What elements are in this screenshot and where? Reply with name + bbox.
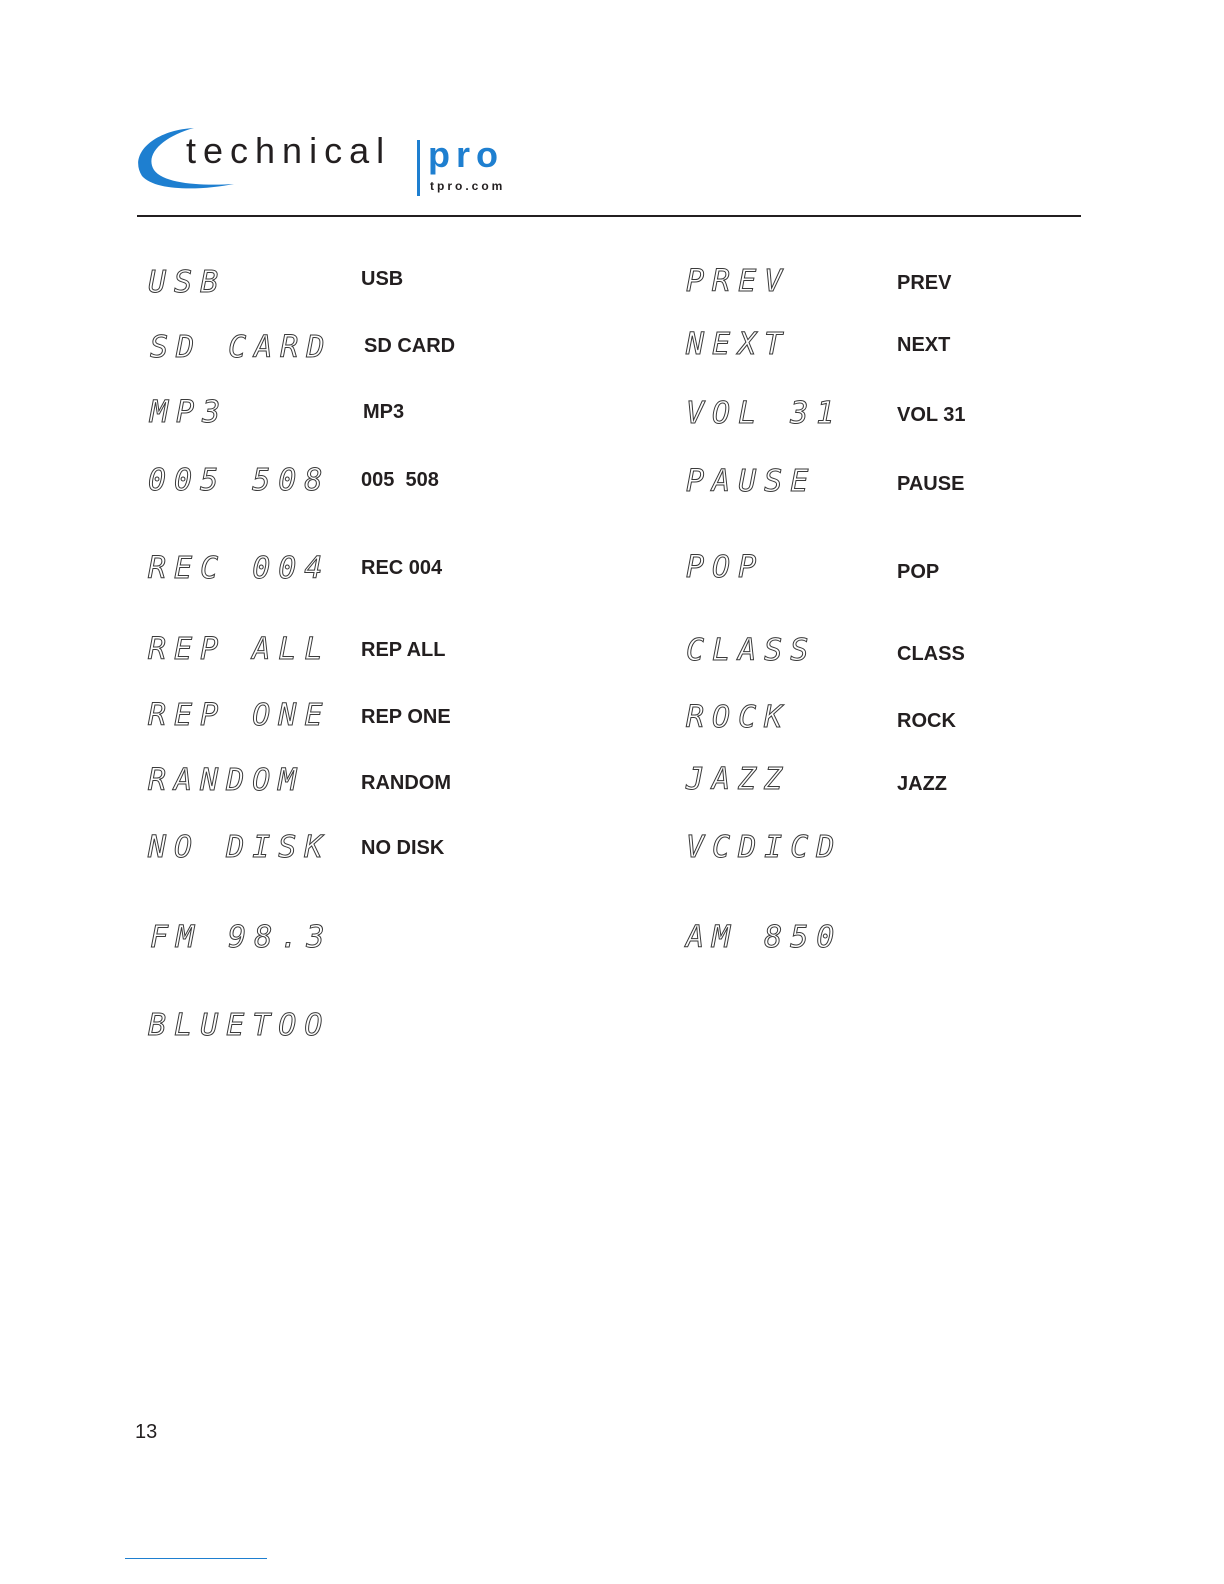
- label-vol: VOL 31: [897, 404, 966, 426]
- label-rep-all: REP ALL: [361, 639, 446, 661]
- label-counter: 005 508: [361, 469, 439, 491]
- label-rock: ROCK: [897, 710, 956, 732]
- lcd-display-pop: POP: [686, 550, 765, 585]
- header-rule: [137, 215, 1081, 217]
- label-random: RANDOM: [361, 772, 451, 794]
- lcd-display-am: AM 850: [686, 920, 843, 955]
- lcd-display-sd-card: SD CARD: [150, 330, 333, 365]
- lcd-display-prev: PREV: [686, 264, 791, 299]
- label-usb: USB: [361, 268, 404, 290]
- logo-pro: pro: [428, 134, 504, 175]
- label-rep-one: REP ONE: [361, 706, 451, 728]
- lcd-display-vcd-cd: VCDICD: [686, 830, 843, 865]
- lcd-display-usb: USB: [148, 265, 227, 300]
- label-next: NEXT: [897, 334, 951, 356]
- lcd-display-next: NEXT: [686, 327, 791, 362]
- footer-rule: [125, 1558, 267, 1559]
- logo-url: tpro.com: [430, 179, 506, 193]
- lcd-display-counter: 005 508: [148, 463, 331, 498]
- lcd-display-pause: PAUSE: [686, 464, 817, 499]
- lcd-display-bluetooth: BLUETOO: [148, 1008, 331, 1043]
- label-prev: PREV: [897, 272, 952, 294]
- lcd-display-class: CLASS: [686, 633, 817, 668]
- label-mp3: MP3: [363, 401, 405, 423]
- logo-wordmark: technical: [186, 130, 392, 171]
- lcd-display-mp3: MP3: [150, 395, 229, 430]
- label-no-disk: NO DISK: [361, 837, 445, 859]
- logo-divider: [417, 140, 420, 196]
- lcd-display-jazz: JAZZ: [686, 762, 791, 797]
- label-class: CLASS: [897, 643, 965, 665]
- lcd-display-vol: VOL 31: [686, 396, 843, 431]
- label-rec: REC 004: [361, 557, 443, 579]
- label-sd-card: SD CARD: [364, 335, 456, 357]
- lcd-display-fm: FM 98.3: [150, 920, 333, 955]
- technical-pro-logo: [134, 124, 524, 204]
- lcd-display-random: RANDOM: [148, 763, 305, 798]
- lcd-display-rep-one: REP ONE: [148, 698, 331, 733]
- label-jazz: JAZZ: [897, 773, 947, 795]
- label-pop: POP: [897, 561, 940, 583]
- lcd-display-no-disk: NO DISK: [148, 830, 331, 865]
- lcd-display-rec: REC 004: [148, 551, 331, 586]
- label-pause: PAUSE: [897, 473, 965, 495]
- page-number: 13: [135, 1421, 158, 1443]
- lcd-display-rep-all: REP ALL: [148, 632, 331, 667]
- lcd-display-rock: ROCK: [686, 700, 791, 735]
